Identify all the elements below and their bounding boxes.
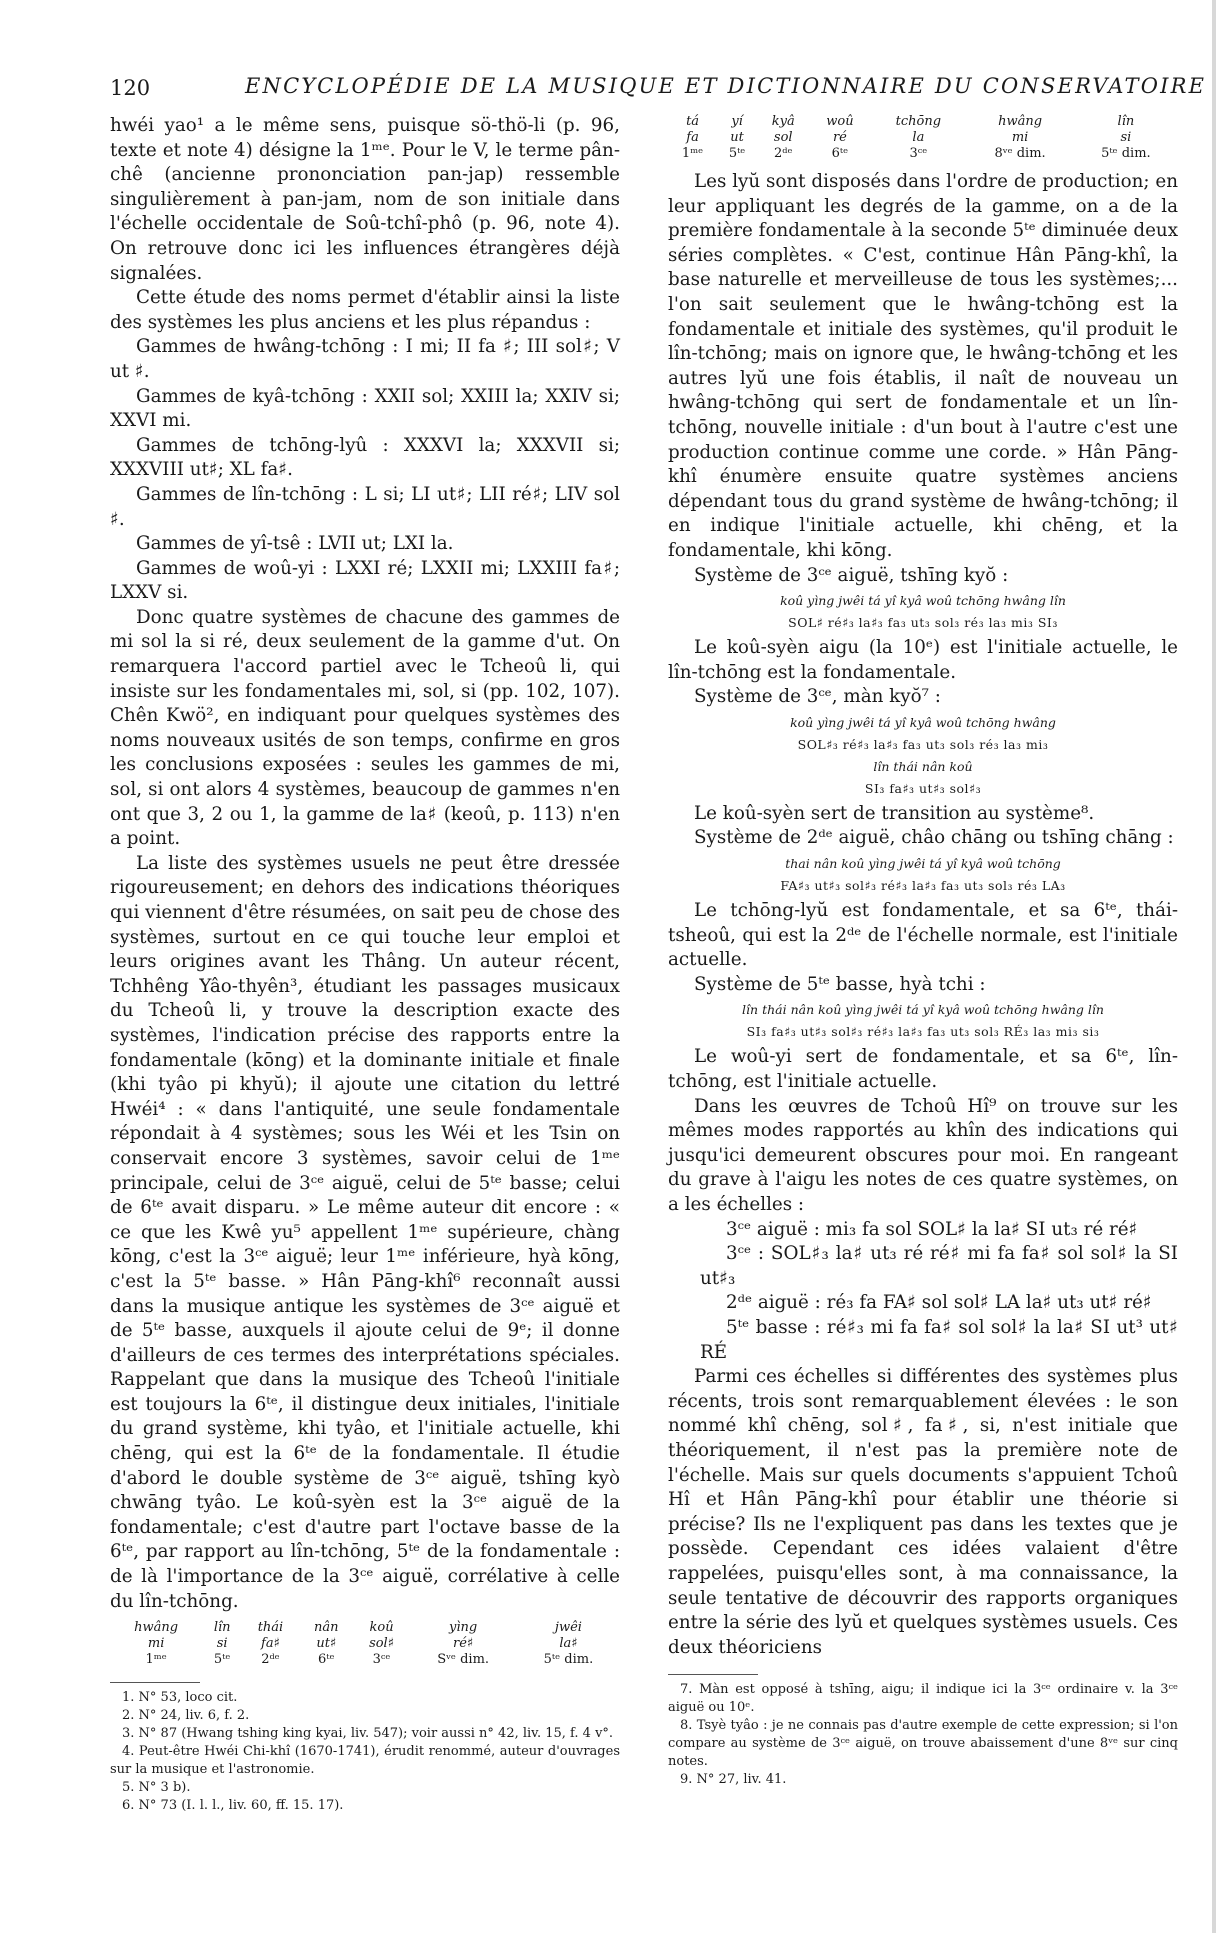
gamme-line: Gammes de woû-yi : LXXI ré; LXXII mi; LXXIII fa♯; LXXV si.: [110, 557, 620, 604]
table-cell: ré: [832, 130, 847, 145]
lyu-table-right: [668, 114, 1178, 162]
table-cell: hwâng: [998, 114, 1043, 129]
system-lyu-names: koû yìng jwêi tá yî kyâ woû tchōng hwâng: [790, 714, 1056, 730]
footnote: 5. N° 3 b).: [122, 1780, 191, 1796]
running-title: ENCYCLOPÉDIE DE LA MUSIQUE ET DICTIONNAIRE DU CONSERVATOIRE: [245, 74, 1207, 98]
paragraph: Le koû-syèn aigu (la 10ᵉ) est l'initiale actuelle, le lîn-tchōng est la fondamentale.: [668, 637, 1178, 683]
table-cell: 2ᵈᵉ: [773, 146, 793, 161]
table-cell: fa: [686, 130, 699, 145]
system-notes: FA♯₃ ut♯₃ sol♯₃ ré♯₃ la♯₃ fa₃ ut₃ sol₃ ré₃ LA₃: [780, 878, 1066, 894]
page-number: 120: [110, 76, 151, 100]
table-cell: yí: [731, 114, 743, 129]
scale-line: 5ᵗᵉ basse : ré♯₃ mi fa fa♯ sol sol♯ la la♯ SI ut³ ut♯ RÉ: [700, 1316, 1178, 1363]
footnote: 1. N° 53, loco cit.: [122, 1690, 238, 1706]
table-cell: 3ᶜᵉ: [372, 1652, 391, 1668]
table-cell: 2ᵈᵉ: [261, 1652, 280, 1668]
table-cell: 5ᵗᵉ dim.: [543, 1652, 594, 1668]
system-lyu-names: lîn thái nân koû yìng jwêi tá yî kyâ woû tchōng hwâng lîn: [742, 1002, 1104, 1018]
system-title: Système de 2ᵈᵉ aiguë, châo chāng ou tshīng chāng :: [694, 827, 1174, 849]
page-edge: [1212, 0, 1216, 1933]
table-cell: 1ᵐᵉ: [145, 1652, 167, 1668]
table-cell: 3ᶜᵉ: [909, 146, 928, 161]
system-notes: SOL♯₃ ré♯₃ la♯₃ fa₃ ut₃ sol₃ ré₃ la₃ mi₃: [797, 736, 1049, 752]
scale-line: 2ᵈᵉ aiguë : ré₃ fa FA♯ sol sol♯ LA la♯ ut₃ ut♯ ré♯: [726, 1292, 1152, 1314]
table-cell: yìng: [449, 1620, 478, 1636]
footnotes-left: [110, 1689, 620, 1815]
system-notes: SOL♯ ré♯₃ la♯₃ fa₃ ut₃ sol₃ ré₃ la₃ mi₃ SI₃: [788, 615, 1058, 631]
table-cell: la: [912, 130, 925, 145]
footnote-divider: [668, 1674, 758, 1675]
paragraph: Dans les œuvres de Tchoû Hî⁹ on trouve sur les mêmes modes rapportés au khîn des indications qui jusqu'ici demeurent obscures pour moi. En rangeant du grave à l'aigu les notes de ces quatre systèmes, on a les échelles :: [668, 1095, 1178, 1215]
system-title: Système de 3ᶜᵉ aiguë, tshīng kyŏ :: [694, 564, 1009, 586]
paragraph: Les lyŭ sont disposés dans l'ordre de production; en leur appliquant les degrés de la gamme, on a de la première fondamentale à la seconde 5ᵗᵉ diminuée deux séries complètes. « C'est, continue Hân Pāng-khî, la base naturelle et merveilleuse de tous les systèmes;... l'on sait seulement que le hwâng-tchōng est la fondamentale et initiale des systèmes, qu'il produit le lîn-tchōng; mais on ignore que, le hwâng-tchōng et les autres lyŭ une fois établis, il naît de nouveau un hwâng-tchōng qui sert de fondamentale et un lîn-tchōng, nouvelle initiale : d'un bout à l'autre c'est une production continue comme une corde. » Hân Pāng-khî énumère ensuite quatre systèmes anciens dépendant tous du grand système de hwâng-tchōng; il en indique l'initiale actuelle, khi chēng, et la fondamentale, khi kōng.: [668, 171, 1178, 561]
footnote: 8. Tsyè tyâo : je ne connais pas d'autre exemple de cette expression; si l'on compare au système de 3ᶜᵉ aiguë, on trouve abaissement d'une 8ᵛᵉ sur cinq notes.: [668, 1718, 1178, 1770]
table-cell: kyâ: [771, 114, 795, 129]
footnote: 9. N° 27, liv. 41.: [680, 1772, 787, 1788]
table-cell: jwêi: [554, 1620, 582, 1636]
paragraph: Le woû-yi sert de fondamentale, et sa 6ᵗᵉ, lîn-tchōng, est l'initiale actuelle.: [668, 1046, 1178, 1093]
table-cell: ut: [730, 130, 744, 145]
system-notes: SI₃ fa♯₃ ut♯₃ sol♯₃: [864, 780, 982, 796]
system-lyu-names: thai nân koû yìng jwêi tá yî kyâ woû tchōng: [785, 856, 1061, 872]
footnote: 7. Màn est opposé à tshīng, aigu; il indique ici la 3ᶜᵉ ordinaire v. la 3ᶜᵉ aiguë ou 10ᵉ.: [668, 1682, 1178, 1716]
table-cell: 6ᵗᵉ: [318, 1652, 335, 1668]
system-notes: SI₃ fa♯₃ ut♯₃ sol♯₃ ré♯₃ la♯₃ fa₃ ut₃ sol₃ RÉ₃ la₃ mi₃ si₃: [746, 1024, 1100, 1040]
table-cell: si: [1120, 130, 1132, 145]
table-cell: ré♯: [453, 1636, 474, 1652]
table-cell: 5ᵗᵉ dim.: [1101, 146, 1151, 161]
footnote: 3. N° 87 (Hwang tshing king kyai, liv. 547); voir aussi n° 42, liv. 15, f. 4 v°.: [122, 1726, 614, 1742]
running-header: [110, 72, 1207, 106]
gamme-line: Gammes de tchōng-lyû : XXXVI la; XXXVII si; XXXVIII ut♯; XL fa♯.: [110, 434, 620, 481]
table-cell: 5ᵗᵉ: [213, 1652, 231, 1668]
paragraph: La liste des systèmes usuels ne peut être dressée rigoureusement; en dehors des indications théoriques qui viennent d'être résumées, on sait peu de chose des systèmes, surtout en ce qui touche leur emploi et leurs origines avant les Thâng. Un auteur récent, Tchhêng Yâo-thyên³, étudiant les passages musicaux du Tcheoû li, y trouve la description exacte des systèmes, l'indication précise des rapports entre la fondamentale (kōng) et la dominante initiale et finale (khi tyâo pi khyŭ); il ajoute une citation du lettré Hwéi⁴ : « dans l'antiquité, une seule fondamentale répondait à 4 systèmes; sous les Wéi et les Tsin on conservait encore 3 systèmes, savoir celui de 1ᵐᵉ principale, celui de 3ᶜᵉ aiguë, celui de 5ᵗᵉ basse; celui de 6ᵗᵉ avait disparu. » Le même auteur dit encore : « ce que les Kwê yu⁵ appellent 1ᵐᵉ supérieure, chàng kōng, c'est la 3ᶜᵉ aiguë; leur 1ᵐᵉ inférieure, hyà kōng, c'est la 5ᵗᵉ basse. » Hân Pāng-khî⁶ reconnaît aussi dans la musique antique les systèmes de 3ᶜᵉ aiguë et de 5ᵗᵉ basse, auxquels il ajoute celui de 9ᵉ; il donne d'ailleurs de ces termes des interprétations spéciales. Rappelant que dans la musique des Tcheoû l'initiale est toujours la 6ᵗᵉ, il distingue deux initiales, l'initiale du grand système, khi tyâo, et l'initiale actuelle, khi chēng, qui est la 6ᵗᵉ de la fondamentale. Il étudie d'abord le double système de 3ᶜᵉ aiguë, tshīng kyò chwāng tyâo. Le koû-syèn est la 3ᶜᵉ aiguë de la fondamentale; c'est d'autre part l'octave basse de la 6ᵗᵉ, par rapport au lîn-tchōng, 5ᵗᵉ de la fondamentale : de là l'importance de la 3ᶜᵉ aiguë, corrélative à celle du lîn-tchōng.: [110, 852, 620, 1612]
footnote: 2. N° 24, liv. 6, f. 2.: [122, 1708, 250, 1724]
paragraph: Donc quatre systèmes de chacune des gammes de mi sol la si ré, deux seulement de la gamme d'ut. On remarquera l'accord partiel avec le Tcheoû li, qui insiste sur les fondamentales mi, sol, si (pp. 102, 107). Chên Kwö², en indiquant pour quelques systèmes des noms nouveaux usités de son temps, confirme en gros les conclusions exposées : seules les gammes de mi, sol, si ont alors 4 systèmes, beaucoup de gammes n'en ont que 3, 2 ou 1, la gamme de la♯ (keoû, p. 113) n'en a point.: [110, 606, 620, 850]
left-column: [110, 114, 620, 1815]
table-cell: lîn: [213, 1620, 231, 1636]
system-lyu-names: koû yìng jwêi tá yî kyâ woû tchōng hwâng lîn: [780, 593, 1066, 609]
table-cell: si: [216, 1636, 228, 1652]
table-cell: mi: [1011, 130, 1029, 145]
table-cell: la♯: [559, 1636, 578, 1652]
table-cell: hwâng: [134, 1620, 179, 1636]
table-cell: 6ᵗᵉ: [831, 146, 849, 161]
paragraph: hwéi yao¹ a le même sens, puisque sö-thö-li (p. 96, texte et note 4) désigne la 1ᵐᵉ. Pour le V, le terme pân-chê (ancienne prononciation pan-jap) ressemble singulièrement à pan-jam, nom de son initiale dans l'échelle occidentale de Soû-tchî-phô (p. 96, note 4). On retrouve donc ici les influences étrangères déjà signalées.: [110, 115, 620, 284]
table-cell: tchōng: [895, 114, 942, 129]
footnote-divider: [110, 1682, 200, 1683]
footnote: 6. N° 73 (I. l. l., liv. 60, ff. 15. 17).: [122, 1798, 344, 1814]
lyu-table-left: [110, 1620, 620, 1668]
table-cell: 8ᵛᵉ dim.: [994, 146, 1046, 161]
table-cell: lîn: [1117, 114, 1135, 129]
table-cell: 5ᵗᵉ: [728, 146, 746, 161]
paragraph: Cette étude des noms permet d'établir ainsi la liste des systèmes les plus anciens et les plus répandus :: [110, 287, 620, 333]
table-cell: 1ᵐᵉ: [681, 146, 704, 161]
table-cell: Sᵛᵉ dim.: [437, 1652, 490, 1668]
gamme-line: Gammes de kyâ-tchōng : XXII sol; XXIII la; XXIV si; XXVI mi.: [110, 385, 620, 432]
system-title: Système de 3ᶜᵉ, màn kyŏ⁷ :: [694, 686, 941, 708]
table-cell: tá: [686, 114, 700, 129]
right-column: [668, 114, 1178, 1789]
table-cell: sol♯: [369, 1636, 395, 1652]
scale-line: 3ᶜᵉ aiguë : mi₃ fa sol SOL♯ la la♯ SI ut₃ ré ré♯: [726, 1218, 1138, 1240]
paragraph: Parmi ces échelles si différentes des systèmes plus récents, trois sont remarquablement élevées : le son nommé khî chēng, sol♯, fa♯, si, n'est initiale que théoriquement, il n'est pas la première note de l'échelle. Mais sur quels documents s'appuient Tchoû Hî et Hân Pāng-khî pour établir une théorie si précise? Ils ne l'expliquent pas dans les textes que je possède. Cependant ces idées valaient d'être rappelées, puisqu'elles sont, à ma connaissance, la seule tentative de découvrir des rapports organiques entre la série des lyŭ et quelques systèmes usuels. Ces deux théoriciens: [668, 1366, 1178, 1658]
gamme-line: Gammes de hwâng-tchōng : I mi; II fa ♯; III sol♯; V ut ♯.: [110, 336, 620, 382]
table-cell: koû: [369, 1620, 394, 1636]
table-cell: woû: [826, 114, 854, 129]
system-title: Système de 5ᵗᵉ basse, hyà tchi :: [694, 973, 986, 995]
paragraph: Le tchōng-lyŭ est fondamentale, et sa 6ᵗᵉ, thái-tsheoû, qui est la 2ᵈᵉ de l'échelle normale, est l'initiale actuelle.: [668, 900, 1178, 971]
paragraph: Le koû-syèn sert de transition au système⁸.: [694, 802, 1095, 824]
system-lyu-names: lîn thái nân koû: [873, 758, 973, 774]
table-cell: sol: [773, 130, 793, 145]
footnotes-right: [668, 1681, 1178, 1789]
scale-line: 3ᶜᵉ : SOL♯₃ la♯ ut₃ ré ré♯ mi fa fa♯ sol sol♯ la SI ut♯₃: [700, 1243, 1178, 1289]
gamme-line: Gammes de yî-tsê : LVII ut; LXI la.: [136, 533, 454, 555]
footnote: 4. Peut-être Hwéi Chi-khî (1670-1741), érudit renommé, auteur d'ouvrages sur la musique et l'astronomie.: [110, 1744, 620, 1778]
table-cell: thái: [257, 1620, 284, 1636]
table-cell: mi: [147, 1636, 165, 1652]
table-cell: fa♯: [261, 1636, 280, 1652]
table-cell: ut♯: [316, 1636, 337, 1652]
table-cell: nân: [314, 1620, 339, 1636]
gamme-line: Gammes de lîn-tchōng : L si; LI ut♯; LII ré♯; LIV sol ♯.: [110, 483, 620, 530]
